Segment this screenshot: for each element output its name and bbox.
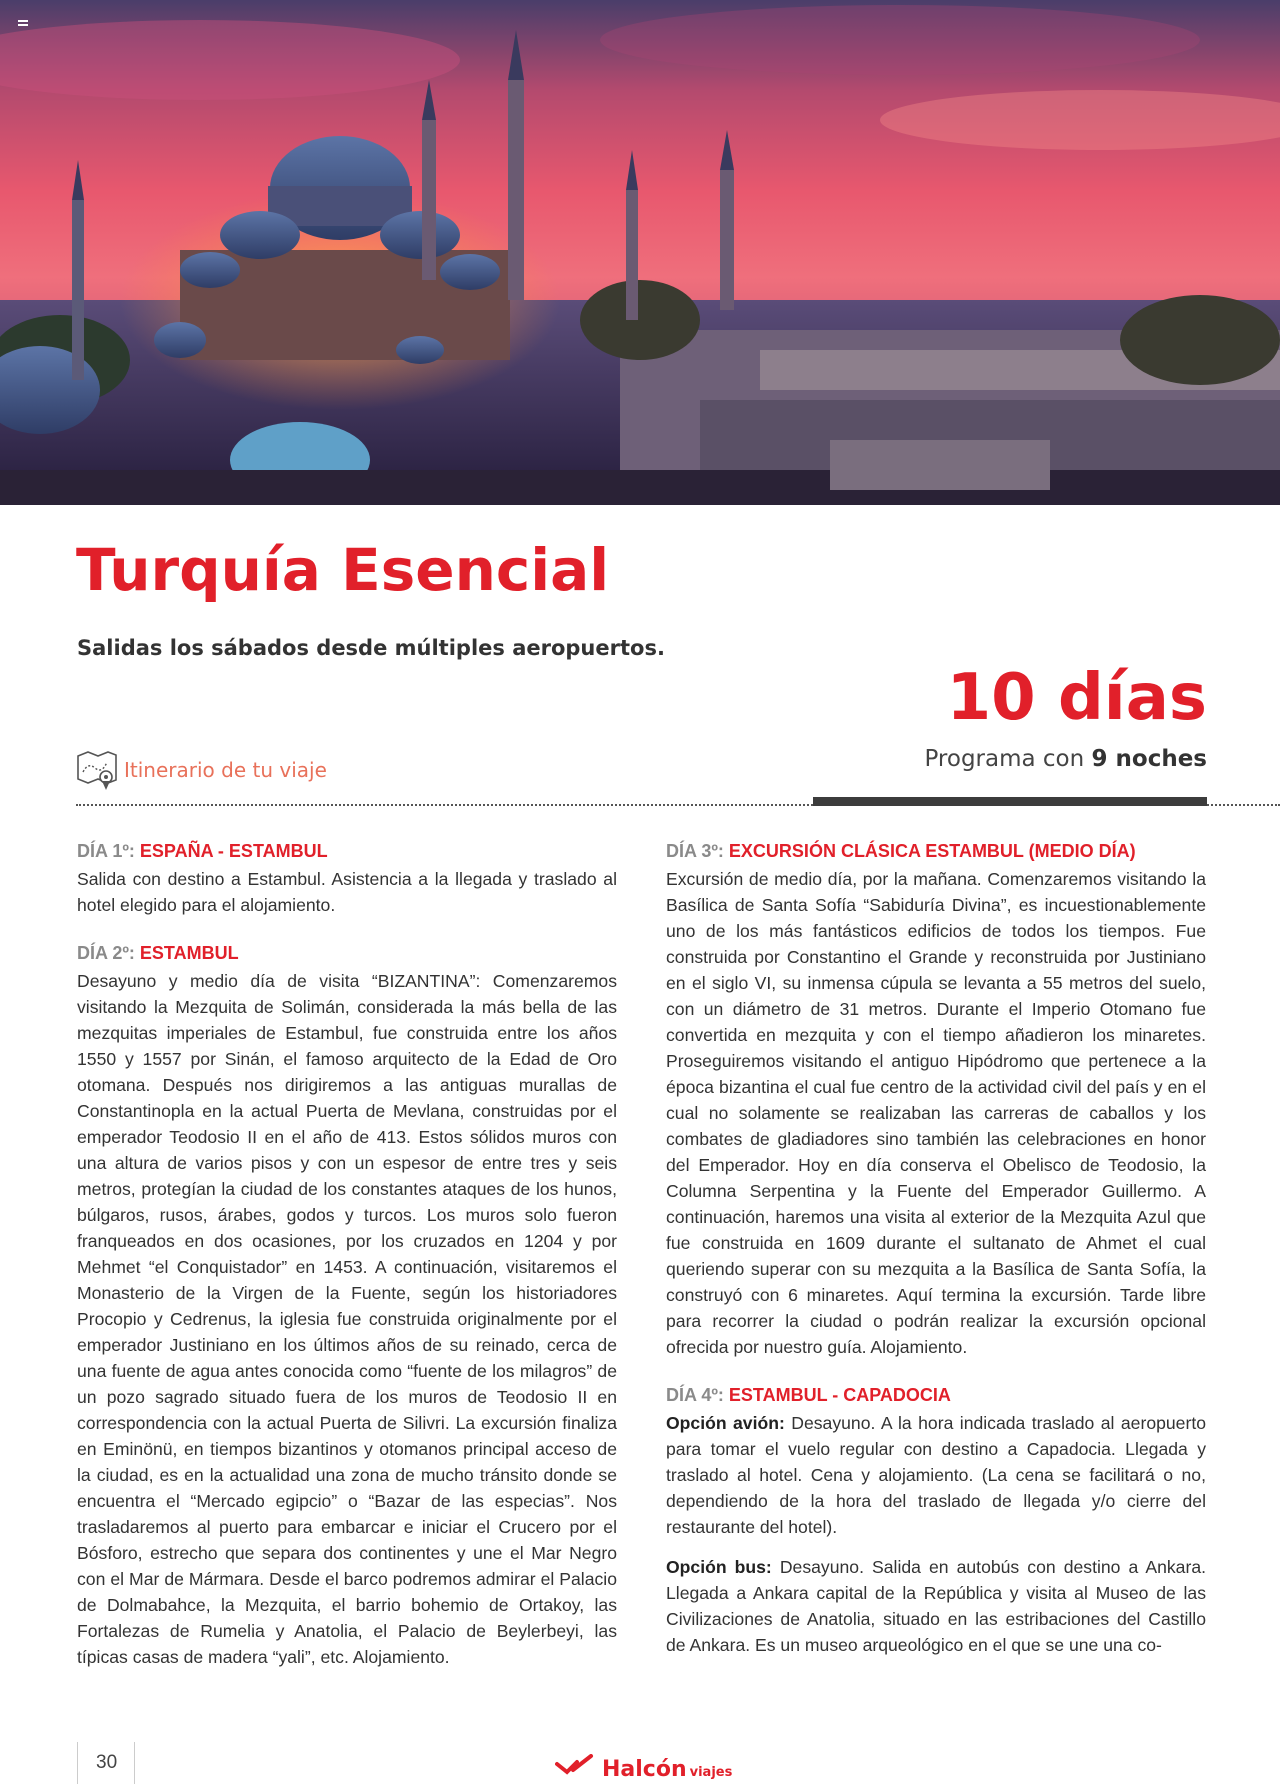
brand-sub: viajes: [689, 1765, 733, 1780]
day-heading: [77, 940, 617, 966]
page-title: Turquía Esencial: [76, 536, 610, 604]
option-plane-label: Opción avión:: [666, 1413, 785, 1433]
program-prefix: Programa con: [924, 746, 1092, 772]
option-bus: [666, 1554, 1206, 1658]
day-number: DÍA 4º:: [666, 1385, 729, 1405]
day-text: Excursión de medio día, por la mañana. Comenzaremos visitando la Basílica de Santa Sofía “Sabiduría Divina”, es incuestionablemente uno de los más fantásticos edificios de todos los tiempos. Fue construida por Constantino el Grande y reconstruida por Justiniano en el siglo VI, su inmensa cúpula se levanta a 55 metros del suelo, con un diámetro de 31 metros. Durante el Imperio Otomano fue convertida en mezquita y con el tiempo añadieron los minaretes. Proseguiremos visitando el antiguo Hipódromo que pertenece a la época bizantina el cual fue centro de la actividad civil del país y en el cual no solamente se realizaban las carreras de caballos y los combates de gladiadores sino también las celebraciones en honor del Emperador. Hoy en día conserva el Obelisco de Teodosio, la Columna Serpentina y la Fuente del Emperador Guillermo. A continuación, haremos una visita al exterior de la Mezquita Azul que fue construida en 1609 durante el sultanato de Ahmet el cual queriendo superar con su mezquita a la Basílica de Santa Sofía, la construyó con 6 minaretes. Aquí termina la excursión. Tarde libre para recorrer la ciudad o podrán realizar la excursión opcional ofrecida por nuestro guía. Alojamiento.: [666, 869, 1206, 1357]
map-pin-icon: [76, 750, 118, 790]
day-2: [77, 940, 617, 1670]
option-plane: [666, 1410, 1206, 1540]
itinerary-label: Itinerario de tu viaje: [124, 758, 327, 782]
itinerary-column-left: [77, 838, 617, 1692]
day-title: ESTAMBUL - CAPADOCIA: [728, 1385, 951, 1405]
day-title: EXCURSIÓN CLÁSICA ESTAMBUL (MEDIO DÍA): [728, 841, 1136, 861]
day-title: ESPAÑA - ESTAMBUL: [139, 841, 328, 861]
day-heading: [77, 838, 617, 864]
option-bus-text: Desayuno. Salida en autobús con destino a Ankara. Llegada a Ankara capital de la República y visita al Museo de las Civilizaciones de Anatolia, situado en las estribaciones del Castillo de Ankara. Es un museo arqueológico en el que se une una co-: [666, 1557, 1206, 1655]
day-heading: [666, 838, 1206, 864]
page-number-rule-right: [134, 1742, 135, 1784]
itinerary-heading: [76, 750, 327, 790]
page-number: 30: [96, 1752, 118, 1773]
brand-check-icon: [555, 1754, 599, 1776]
mosque-skyline-illustration: [0, 0, 1280, 505]
hero-image: [0, 0, 1280, 505]
day-4: [666, 1382, 1206, 1658]
option-bus-label: Opción bus:: [666, 1557, 772, 1577]
day-3: [666, 838, 1206, 1360]
day-text: Desayuno y medio día de visita “BIZANTINA”: Comenzaremos visitando la Mezquita de Solimán, considerada la más bella de las mezquitas imperiales de Estambul, fue construida entre los años 1550 y 1557 por Sinán, el famoso arquitecto de la Edad de Oro otomana. Después nos dirigiremos a las antiguas murallas de Constantinopla en la actual Puerta de Mevlana, construidas por el emperador Teodosio II en el año de 413. Estos sólidos muros con una altura de varios pisos y con un espesor de entre tres y seis metros, protegían la ciudad de los constantes ataques de los hunos, búlgaros, rusos, árabes, godos y turcos. Los muros solo fueron franqueados en dos ocasiones, por los cruzados en 1204 y por Mehmet “el Conquistador” en 1453. A continuación, visitaremos el Monasterio de la Virgen de la Fuente, según los historiadores Procopio y Cedrenus, la iglesia fue construida originalmente por el emperador Justiniano en los últimos años de su reinado, cerca de una fuente de agua antes conocida como “fuente de los milagros” de un pozo sagrado situado fuera de los muros de Teodosio II en correspondencia con la actual Puerta de Silivri. La excursión finaliza en Eminönü, en tiempos bizantinos y otomanos principal acceso de la ciudad, es en la actualidad una zona de mucho tránsito donde se encuentra el “Mercado egipcio” o “Bazar de las especias”. Nos trasladaremos al puerto para embarcar e iniciar el Crucero por el Bósforo, estrecho que separa dos continentes y une el Mar Negro con el Mar de Mármara. Desde el barco podremos admirar el Palacio de Dolmabahce, la Mezquita, el barrio bohemio de Ortakoy, las Fortalezas de Rumelia y Anatolia, el Palacio de Beylerbeyi, las típicas casas de madera “yali”, etc. Alojamiento.: [77, 971, 617, 1667]
itinerary-column-right: [666, 838, 1206, 1680]
day-heading: [666, 1382, 1206, 1408]
divider-bar: [813, 797, 1207, 806]
page-number-rule-left: [77, 1742, 78, 1784]
day-number: DÍA 2º:: [77, 943, 140, 963]
brand-logo: [555, 1754, 732, 1782]
day-1: [77, 838, 617, 918]
subtitle: Salidas los sábados desde múltiples aeropuertos.: [77, 636, 665, 660]
option-plane-text: Desayuno. A la hora indicada traslado al aeropuerto para tomar el vuelo regular con destino a Capadocia. Llegada y traslado al hotel. Cena y alojamiento. (La cena se facilitará o no, dependiendo de la hora del traslado de llegada y/o cierre del restaurante del hotel).: [666, 1413, 1206, 1537]
day-text: Salida con destino a Estambul. Asistencia a la llegada y traslado al hotel elegido para el alojamiento.: [77, 869, 617, 915]
day-title: ESTAMBUL: [139, 943, 239, 963]
day-number: DÍA 3º:: [666, 841, 729, 861]
program-nights-value: 9 noches: [1091, 746, 1207, 772]
menu-icon[interactable]: [18, 20, 28, 28]
day-number: DÍA 1º:: [77, 841, 140, 861]
duration: 10 días: [946, 661, 1207, 735]
brand-name: Halcón: [602, 1757, 687, 1782]
program-nights: [924, 746, 1207, 772]
